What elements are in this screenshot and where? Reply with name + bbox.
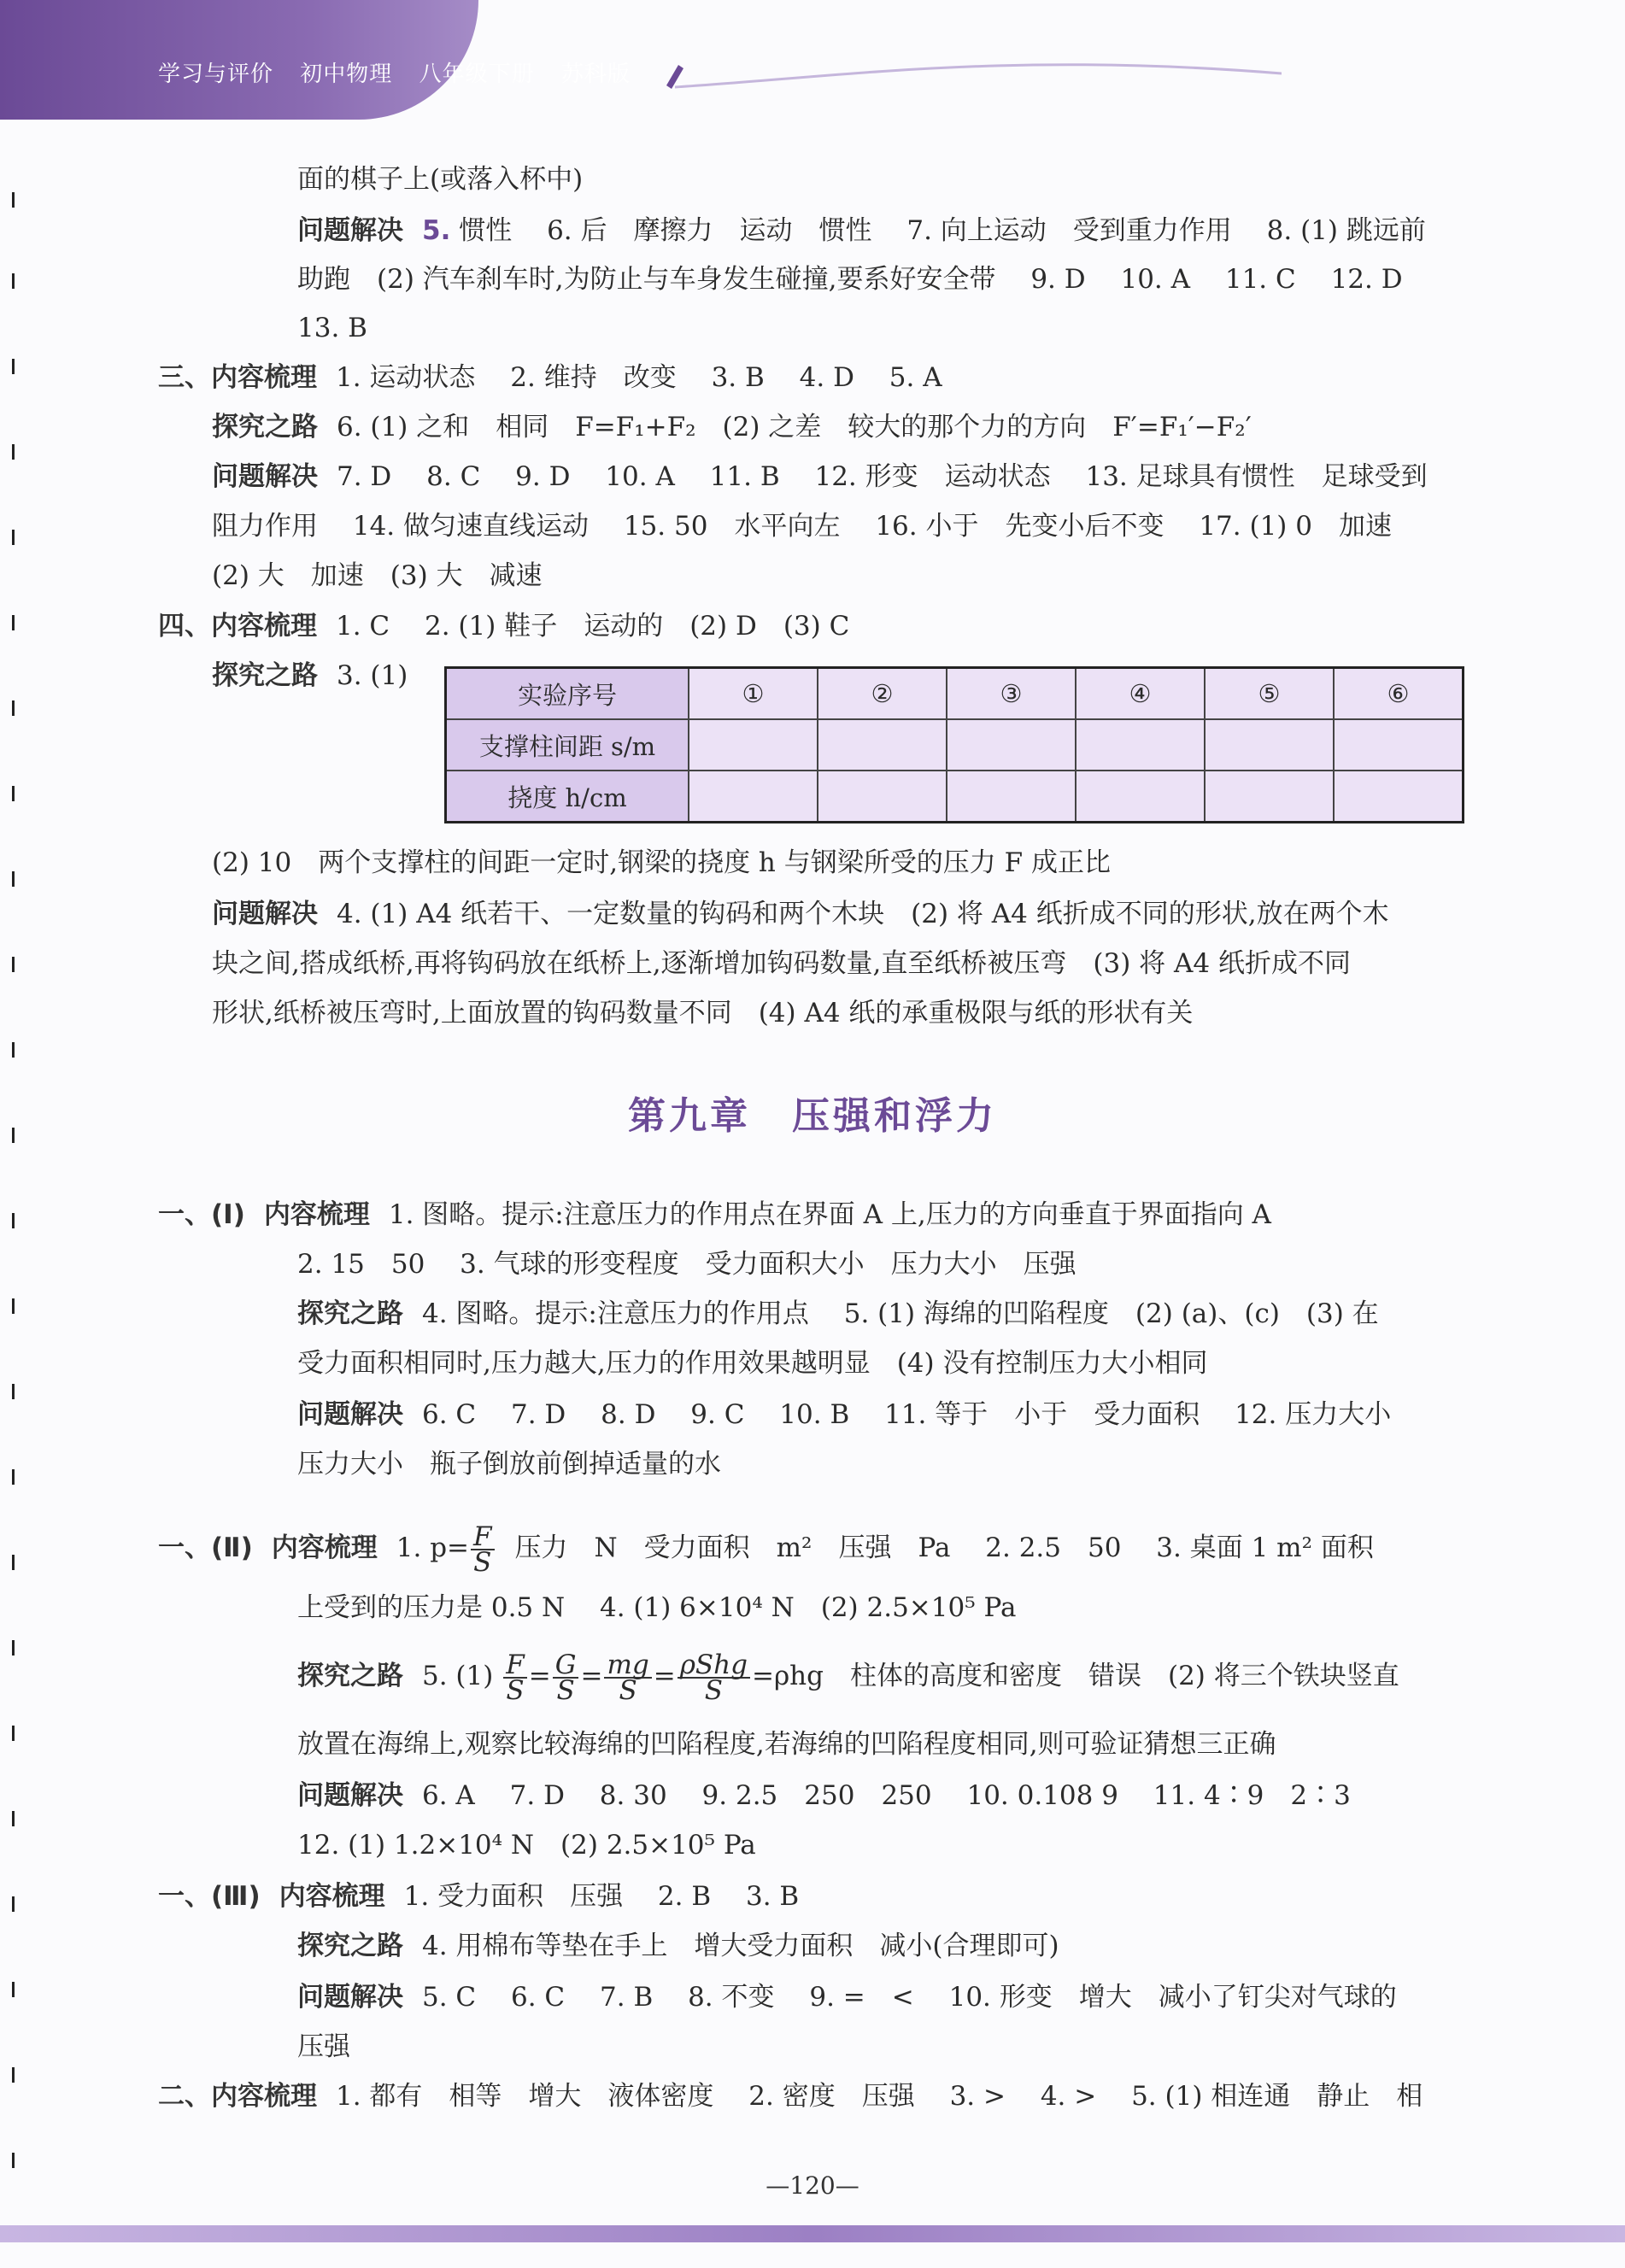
- header-edition: 苏科版: [560, 62, 631, 87]
- binding-mark: [12, 615, 15, 630]
- answer-line: 一、(Ⅱ) 内容梳理 1. p= $\frac{F}{S}$ 压力 N 受力面积 m² 压强 Pa 2. 2.5 50 3. 桌面 1 m² 面积: [158, 1521, 1374, 1578]
- binding-mark: [12, 1726, 15, 1741]
- subsection-heading: 探究之路: [297, 1931, 403, 1961]
- footer-band: [0, 2225, 1625, 2242]
- table-row: [446, 719, 1464, 771]
- table-column-header: ⑥: [1334, 668, 1464, 720]
- table-column-header: ①: [689, 668, 818, 720]
- pen-swoosh-icon: [666, 60, 1282, 94]
- subsection-heading: 问题解决: [297, 1399, 403, 1430]
- answer-line: 助跑 (2) 汽车刹车时,为防止与车身发生碰撞,要系好安全带 9. D 10. A 11. C 12. D: [297, 264, 1403, 295]
- answer-line: 阻力作用 14. 做匀速直线运动 15. 50 水平向左 16. 小于 先变小后不变 17. (1) 0 加速: [212, 511, 1392, 542]
- section-number: 二、: [158, 2081, 211, 2112]
- section-number: 一、(Ⅱ): [158, 1533, 253, 1563]
- table-cell: [689, 771, 818, 823]
- section-number: 一、(Ⅲ): [158, 1881, 261, 1912]
- table-header-row: [446, 668, 1464, 720]
- section-number: 一、(Ⅰ): [158, 1199, 245, 1230]
- answer-line: 受力面积相同时,压力越大,压力的作用效果越明显 (4) 没有控制压力大小相同: [297, 1348, 1208, 1379]
- answer-line: 三、内容梳理 1. 运动状态 2. 维持 改变 3. B 4. D 5. A: [158, 362, 942, 393]
- table-cell: [689, 719, 818, 771]
- binding-mark: [12, 1213, 15, 1228]
- answer-line: (2) 10 两个支撑柱的间距一定时,钢梁的挠度 h 与钢梁所受的压力 F 成正比: [212, 847, 1111, 878]
- subsection-heading: 内容梳理: [271, 1533, 378, 1563]
- answer-line: 一、(Ⅲ) 内容梳理 1. 受力面积 压强 2. B 3. B: [158, 1881, 800, 1912]
- table-column-header: ④: [1076, 668, 1205, 720]
- answer-line: 上受到的压力是 0.5 N 4. (1) 6×10⁴ N (2) 2.5×10⁵ Pa: [297, 1592, 1017, 1623]
- binding-mark: [12, 700, 15, 716]
- header-text: [158, 56, 649, 88]
- subsection-heading: 问题解决: [297, 1982, 403, 2013]
- binding-mark: [12, 2153, 15, 2168]
- table-cell: [1334, 771, 1464, 823]
- answer-line: 压力大小 瓶子倒放前倒掉适量的水: [297, 1449, 721, 1480]
- answer-line: 问题解决 6. C 7. D 8. D 9. C 10. B 11. 等于 小于 受力面积 12. 压力大小: [297, 1399, 1392, 1430]
- table-row-label: 挠度 h/cm: [446, 771, 689, 823]
- binding-mark: [12, 1298, 15, 1314]
- answer-line: 二、内容梳理 1. 都有 相等 增大 液体密度 2. 密度 压强 3. > 4. > 5. (1) 相连通 静止 相: [158, 2081, 1423, 2112]
- table-header-label: 实验序号: [446, 668, 689, 720]
- binding-mark: [12, 1469, 15, 1485]
- answer-line: 探究之路 6. (1) 之和 相同 F=F₁+F₂ (2) 之差 较大的那个力的方向 F′=F₁′−F₂′: [212, 412, 1252, 442]
- binding-mark: [12, 1042, 15, 1058]
- binding-mark: [12, 1640, 15, 1656]
- table-cell: [1205, 719, 1334, 771]
- subsection-heading: 问题解决: [297, 215, 403, 246]
- subsection-heading: 内容梳理: [279, 1881, 385, 1912]
- table-cell: [1334, 719, 1464, 771]
- subsection-heading: 问题解决: [297, 1780, 403, 1811]
- formula-fraction: $\frac{G}{S}$: [553, 1653, 579, 1702]
- answer-line: 问题解决 4. (1) A4 纸若干、一定数量的钩码和两个木块 (2) 将 A4 纸折成不同的形状,放在两个木: [212, 899, 1389, 929]
- binding-mark: [12, 2067, 15, 2083]
- answer-line: 探究之路 4. 图略。提示:注意压力的作用点 5. (1) 海绵的凹陷程度 (2) (a)、(c) (3) 在: [297, 1298, 1379, 1329]
- answer-line: 问题解决 5. C 6. C 7. B 8. 不变 9. = < 10. 形变 增大 减小了钉尖对气球的: [297, 1982, 1397, 2013]
- header-subject: 初中物理: [300, 62, 393, 87]
- experiment-table: [444, 666, 1464, 823]
- binding-mark: [12, 1982, 15, 1997]
- answer-line: 压强: [297, 2031, 350, 2062]
- answer-line: 形状,纸桥被压弯时,上面放置的钩码数量不同 (4) A4 纸的承重极限与纸的形状有关: [212, 998, 1194, 1029]
- page-number: —120—: [766, 2171, 859, 2200]
- subsection-heading: 探究之路: [297, 1298, 403, 1329]
- answer-line: 放置在海绵上,观察比较海绵的凹陷程度,若海绵的凹陷程度相同,则可验证猜想三正确: [297, 1729, 1276, 1760]
- subsection-heading: 内容梳理: [211, 362, 317, 393]
- answer-line: (2) 大 加速 (3) 大 减速: [212, 560, 543, 591]
- answer-line: 块之间,搭成纸桥,再将钩码放在纸桥上,逐渐增加钩码数量,直至纸桥被压弯 (3) 将 A4 纸折成不同: [212, 948, 1351, 979]
- table-cell: [818, 719, 947, 771]
- table-row-label: 支撑柱间距 s/m: [446, 719, 689, 771]
- section-number: 四、: [158, 611, 211, 642]
- answer-line: 12. (1) 1.2×10⁴ N (2) 2.5×10⁵ Pa: [297, 1830, 756, 1861]
- table-column-header: ②: [818, 668, 947, 720]
- formula-fraction: $\frac{\text{ρShg}}{S}$: [678, 1653, 750, 1702]
- table-cell: [1076, 719, 1205, 771]
- table-cell: [947, 719, 1076, 771]
- table-cell: [947, 771, 1076, 823]
- answer-line: 一、(Ⅰ) 内容梳理 1. 图略。提示:注意压力的作用点在界面 A 上,压力的方向垂直于界面指向 A: [158, 1199, 1271, 1230]
- pressure-formula: $\frac{F}{S}$: [471, 1525, 495, 1574]
- answer-line: 探究之路 5. (1) $\frac{F}{S}$ = $\frac{G}{S}$ = $\frac{mg}{S}$ = $\frac{\text{ρShg}}{S}$ =ρhg 柱体的高度和密度 错误 (2) 将三个铁块竖直: [297, 1649, 1399, 1706]
- answer-line: 13. B: [297, 313, 367, 343]
- subsection-heading: 内容梳理: [211, 2081, 317, 2112]
- answer-line: 探究之路 3. (1): [212, 660, 408, 691]
- binding-mark: [12, 444, 15, 460]
- answer-line: 四、内容梳理 1. C 2. (1) 鞋子 运动的 (2) D (3) C: [158, 611, 850, 642]
- binding-mark: [12, 273, 15, 289]
- formula-fraction: $\frac{mg}{S}$: [604, 1653, 651, 1702]
- subsection-heading: 探究之路: [297, 1661, 403, 1691]
- answer-line: 问题解决 7. D 8. C 9. D 10. A 11. B 12. 形变 运动状态 13. 足球具有惯性 足球受到: [212, 461, 1428, 492]
- answer-line: 问题解决 6. A 7. D 8. 30 9. 2.5 250 250 10. 0.108 9 11. 4∶9 2∶3: [297, 1780, 1351, 1811]
- subsection-heading: 内容梳理: [263, 1199, 370, 1230]
- binding-mark: [12, 359, 15, 374]
- answer-line: 2. 15 50 3. 气球的形变程度 受力面积大小 压力大小 压强: [297, 1249, 1076, 1280]
- subsection-heading: 探究之路: [212, 412, 318, 442]
- binding-mark: [12, 1555, 15, 1570]
- table-column-header: ⑤: [1205, 668, 1334, 720]
- header-series: 学习与评价: [158, 62, 274, 87]
- subsection-heading: 内容梳理: [211, 611, 317, 642]
- table-column-header: ③: [947, 668, 1076, 720]
- subsection-heading: 问题解决: [212, 461, 318, 492]
- binding-mark: [12, 1896, 15, 1912]
- binding-mark: [12, 957, 15, 972]
- table-cell: [1076, 771, 1205, 823]
- header-grade: 八年级下册: [419, 62, 535, 87]
- binding-mark: [12, 1811, 15, 1826]
- subsection-heading: 探究之路: [212, 660, 318, 691]
- binding-mark: [12, 1384, 15, 1399]
- answer-line: 问题解决 5. 惯性 6. 后 摩擦力 运动 惯性 7. 向上运动 受到重力作用 8. (1) 跳远前: [297, 215, 1426, 246]
- table-row: [446, 771, 1464, 823]
- answer-line: 探究之路 4. 用棉布等垫在手上 增大受力面积 减小(合理即可): [297, 1931, 1059, 1961]
- binding-mark: [12, 786, 15, 801]
- formula-fraction: $\frac{F}{S}$: [503, 1653, 527, 1702]
- binding-mark: [12, 871, 15, 887]
- chapter-title: 第九章 压强和浮力: [628, 1094, 997, 1138]
- subsection-heading: 问题解决: [212, 899, 318, 929]
- section-number: 三、: [158, 362, 211, 393]
- answer-line: 面的棋子上(或落入杯中): [297, 164, 584, 195]
- binding-mark: [12, 192, 15, 208]
- table-cell: [818, 771, 947, 823]
- table-cell: [1205, 771, 1334, 823]
- binding-mark: [12, 530, 15, 545]
